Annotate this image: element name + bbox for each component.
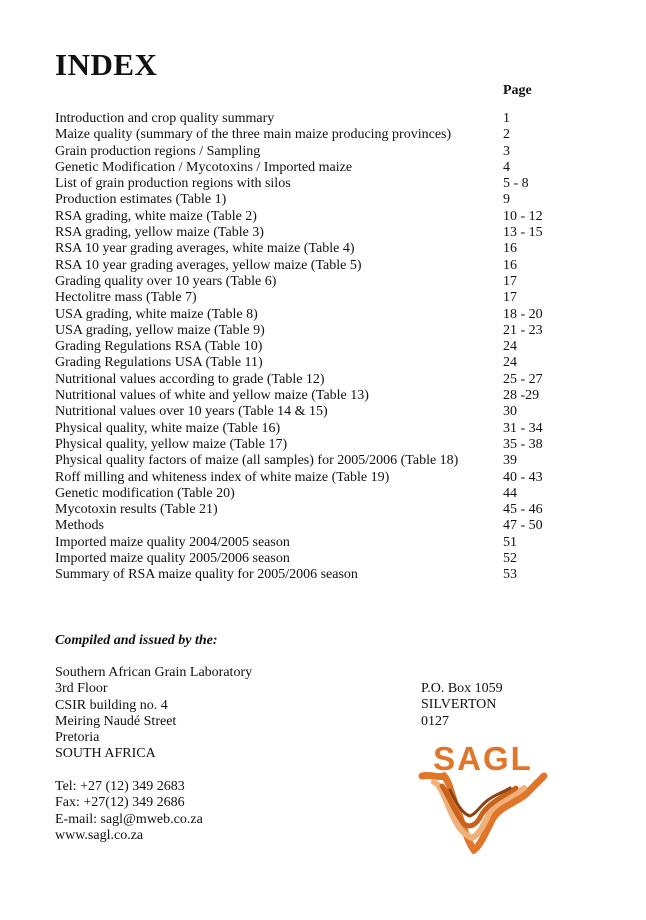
toc-entry-page: 17: [503, 273, 517, 289]
toc-entry-page: 51: [503, 534, 517, 550]
toc-entry: [55, 372, 575, 388]
toc-entry-title: Roff milling and whiteness index of white maize (Table 19): [55, 469, 390, 485]
toc-entry: [55, 486, 575, 502]
toc-entry-page: 31 - 34: [503, 420, 543, 436]
toc-entry-page: 18 - 20: [503, 306, 543, 322]
toc-entry: [55, 535, 575, 551]
contact-details: [55, 779, 203, 844]
toc-entry-title: Imported maize quality 2004/2005 season: [55, 534, 290, 550]
toc-entry-page: 52: [503, 551, 517, 567]
toc-entry: [55, 323, 575, 339]
toc-entry: [55, 355, 575, 371]
email-link[interactable]: E-mail: sagl@mweb.co.za: [55, 811, 203, 827]
toc-entry-title: Imported maize quality 2005/2006 season: [55, 551, 290, 567]
toc-entry-title: USA grading, yellow maize (Table 9): [55, 322, 265, 338]
address-line: Meiring Naudé Street: [55, 713, 177, 729]
toc-entry: [55, 225, 575, 241]
toc-entry: [55, 144, 575, 160]
toc-entry-title: Genetic Modification / Mycotoxins / Imported maize: [55, 159, 353, 175]
logo-text: SAGL: [433, 740, 533, 777]
street-address: [55, 665, 252, 763]
toc-entry: [55, 209, 575, 225]
postal-line: P.O. Box 1059: [421, 681, 503, 696]
page-column-header: Page: [503, 83, 532, 98]
toc-entry-title: Physical quality, white maize (Table 16): [55, 420, 281, 436]
toc-entry: [55, 176, 575, 192]
toc-entry: [55, 127, 575, 143]
toc-entry-page: 45 - 46: [503, 502, 543, 518]
toc-entry-page: 10 - 12: [503, 208, 543, 224]
toc-entry-title: Grading Regulations USA (Table 11): [55, 355, 263, 371]
toc-entry-title: RSA grading, white maize (Table 2): [55, 208, 257, 224]
toc-entry-title: Production estimates (Table 1): [55, 192, 227, 208]
sagl-logo: [418, 742, 548, 854]
toc-entry: [55, 470, 575, 486]
toc-entry-page: 4: [503, 159, 510, 175]
toc-entry-title: Hectolitre mass (Table 7): [55, 290, 197, 306]
toc-entry: [55, 437, 575, 453]
postal-line: SILVERTON: [421, 697, 497, 713]
toc-entry-page: 2: [503, 127, 510, 143]
postal-address: [421, 681, 503, 730]
index-title: INDEX: [55, 47, 158, 82]
toc-entry: [55, 258, 575, 274]
toc-entry-title: Nutritional values over 10 years (Table 14 & 15): [55, 404, 328, 420]
toc-entry-title: Nutritional values of white and yellow maize (Table 13): [55, 388, 369, 404]
toc-entry-title: RSA grading, yellow maize (Table 3): [55, 225, 264, 241]
toc-entry-title: Mycotoxin results (Table 21): [55, 502, 218, 518]
toc-entry-page: 9: [503, 192, 510, 208]
toc-entry: [55, 241, 575, 257]
toc-entry-page: 53: [503, 567, 517, 583]
toc-entry-title: Grading Regulations RSA (Table 10): [55, 339, 263, 355]
address-line: Pretoria: [55, 730, 100, 746]
toc-entry-title: Nutritional values according to grade (Table 12): [55, 371, 325, 387]
toc-entry: [55, 111, 575, 127]
toc-entry-title: Maize quality (summary of the three main maize producing provinces): [55, 127, 452, 143]
toc-entry: [55, 404, 575, 420]
address-line: 3rd Floor: [55, 681, 108, 697]
toc-entry-page: 16: [503, 257, 517, 273]
toc-entry-title: USA grading, white maize (Table 8): [55, 306, 258, 322]
toc-entry: [55, 192, 575, 208]
toc-entry-page: 24: [503, 355, 517, 371]
toc-entry-page: 35 - 38: [503, 436, 543, 452]
toc-entry-title: Grain production regions / Sampling: [55, 143, 261, 159]
toc-entry-page: 3: [503, 143, 510, 159]
toc-entry: [55, 307, 575, 323]
toc-entry: [55, 160, 575, 176]
toc-entry-page: 16: [503, 241, 517, 257]
toc-entry-page: 30: [503, 404, 517, 420]
toc-entry-page: 21 - 23: [503, 322, 543, 338]
toc-entry-title: RSA 10 year grading averages, white maize (Table 4): [55, 241, 355, 257]
toc-entry-title: List of grain production regions with silos: [55, 176, 291, 192]
fax: Fax: +27(12) 349 2686: [55, 795, 185, 811]
toc-entry-page: 39: [503, 453, 517, 469]
address-line: CSIR building no. 4: [55, 697, 168, 713]
toc-entry: [55, 290, 575, 306]
toc-entry: [55, 339, 575, 355]
toc-entry-title: RSA 10 year grading averages, yellow maize (Table 5): [55, 257, 362, 273]
compiled-by-label: Compiled and issued by the:: [55, 633, 218, 648]
toc-entry-page: 24: [503, 339, 517, 355]
toc-entry-title: Introduction and crop quality summary: [55, 111, 275, 126]
postal-line: 0127: [421, 713, 449, 729]
toc-entry-title: Genetic modification (Table 20): [55, 485, 235, 501]
toc-entry-page: 13 - 15: [503, 225, 543, 241]
telephone: Tel: +27 (12) 349 2683: [55, 779, 185, 794]
toc-entry-title: Methods: [55, 518, 104, 534]
address-line: Southern African Grain Laboratory: [55, 665, 253, 680]
logo-contour-graphic: [418, 772, 548, 854]
toc-entry: [55, 551, 575, 567]
address-line: SOUTH AFRICA: [55, 746, 156, 762]
toc-entry-page: 40 - 43: [503, 469, 543, 485]
toc-entry: [55, 421, 575, 437]
toc-entry-page: 44: [503, 485, 517, 501]
toc-entry: [55, 453, 575, 469]
toc-entry-page: 28 -29: [503, 388, 540, 404]
toc-entry-page: 25 - 27: [503, 371, 543, 387]
toc-entry-page: 1: [503, 111, 510, 126]
toc-entry-page: 47 - 50: [503, 518, 543, 534]
toc-entry-page: 17: [503, 290, 517, 306]
toc-entry-title: Summary of RSA maize quality for 2005/2006 season: [55, 567, 358, 583]
toc-entry-title: Physical quality, yellow maize (Table 17): [55, 436, 288, 452]
toc-entry: [55, 388, 575, 404]
website-link[interactable]: www.sagl.co.za: [55, 827, 144, 843]
toc-entry: [55, 567, 575, 583]
toc-entry: [55, 502, 575, 518]
toc-entry-title: Physical quality factors of maize (all samples) for 2005/2006 (Table 18): [55, 453, 459, 469]
toc-entry-page: 5 - 8: [503, 176, 529, 192]
toc-entry: [55, 274, 575, 290]
table-of-contents: [55, 111, 575, 584]
toc-entry: [55, 518, 575, 534]
toc-entry-title: Grading quality over 10 years (Table 6): [55, 273, 277, 289]
